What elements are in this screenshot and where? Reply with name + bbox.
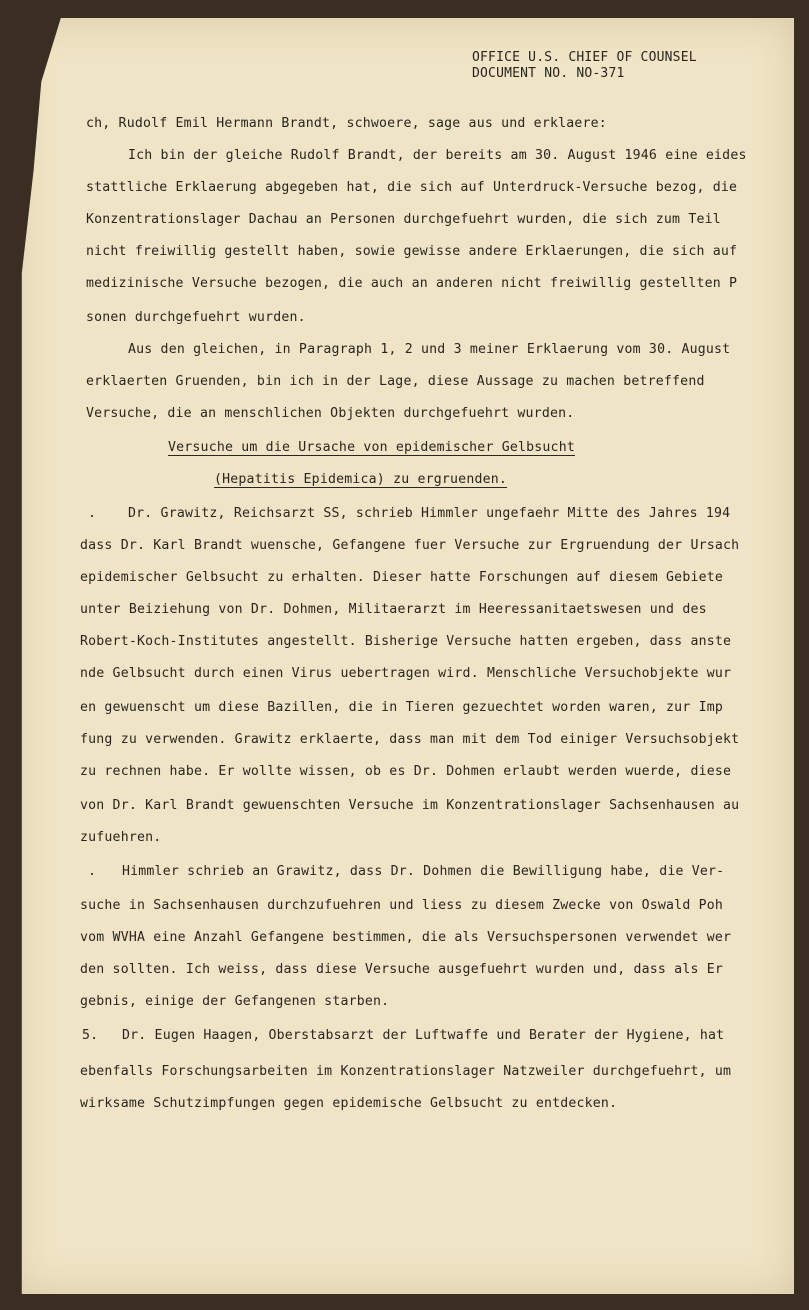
paragraph1-line: stattliche Erklaerung abgegeben hat, die sich auf Unterdruck-Versuche bezog, die bbox=[86, 180, 738, 195]
paragraph3-line: unter Beiziehung von Dr. Dohmen, Militaerarzt im Heeressanitaetswesen und des bbox=[80, 602, 707, 617]
paragraph2-line: Versuche, die an menschlichen Objekten durchgefuehrt wurden. bbox=[86, 406, 575, 421]
paragraph2-line: erklaerten Gruenden, bin ich in der Lage, diese Aussage zu machen betreffend bbox=[86, 374, 705, 389]
paragraph3-line: en gewuenscht um diese Bazillen, die in Tieren gezuechtet worden waren, zur Imp bbox=[80, 700, 724, 715]
paragraph5-line: ebenfalls Forschungsarbeiten im Konzentrationslager Natzweiler durchgefuehrt, um bbox=[80, 1064, 732, 1079]
paragraph5-line: Dr. Eugen Haagen, Oberstabsarzt der Luftwaffe und Berater der Hygiene, hat bbox=[122, 1028, 725, 1043]
paragraph4-line: den sollten. Ich weiss, dass diese Versuche ausgefuehrt wurden und, dass als Er bbox=[80, 962, 724, 977]
paragraph3-line: zufuehren. bbox=[80, 830, 162, 845]
paragraph1-line: Ich bin der gleiche Rudolf Brandt, der bereits am 30. August 1946 eine eides bbox=[128, 148, 747, 163]
paragraph3-line: dass Dr. Karl Brandt wuensche, Gefangene fuer Versuche zur Ergruendung der Ursach bbox=[80, 538, 740, 553]
document-number: DOCUMENT NO. NO-371 bbox=[472, 66, 625, 81]
paragraph4-line: vom WVHA eine Anzahl Gefangene bestimmen, die als Versuchspersonen verwendet wer bbox=[80, 930, 732, 945]
paragraph3-line: epidemischer Gelbsucht zu erhalten. Dieser hatte Forschungen auf diesem Gebiete bbox=[80, 570, 724, 585]
paragraph3-line: fung zu verwenden. Grawitz erklaerte, dass man mit dem Tod einiger Versuchsobjekt bbox=[80, 732, 740, 747]
paragraph3-line: Dr. Grawitz, Reichsarzt SS, schrieb Himmler ungefaehr Mitte des Jahres 194 bbox=[128, 506, 731, 521]
paragraph3-line: nde Gelbsucht durch einen Virus uebertragen wird. Menschliche Versuchobjekte wur bbox=[80, 666, 732, 681]
list-marker: . bbox=[88, 864, 97, 879]
paragraph5-line: wirksame Schutzimpfungen gegen epidemische Gelbsucht zu entdecken. bbox=[80, 1096, 618, 1111]
paragraph3-line: von Dr. Karl Brandt gewuenschten Versuche im Konzentrationslager Sachsenhausen au bbox=[80, 798, 740, 813]
document-header bbox=[472, 50, 697, 82]
paragraph3-line: zu rechnen habe. Er wollte wissen, ob es Dr. Dohmen erlaubt werden wuerde, diese bbox=[80, 764, 732, 779]
paragraph1-line: nicht freiwillig gestellt haben, sowie gewisse andere Erklaerungen, die sich auf bbox=[86, 244, 738, 259]
paragraph1-line: medizinische Versuche bezogen, die auch an anderen nicht freiwillig gestellten P bbox=[86, 276, 738, 291]
paragraph4-line: gebnis, einige der Gefangenen starben. bbox=[80, 994, 390, 1009]
paragraph1-line: sonen durchgefuehrt wurden. bbox=[86, 310, 306, 325]
section-heading: Versuche um die Ursache von epidemischer Gelbsucht bbox=[168, 440, 575, 455]
section-heading: (Hepatitis Epidemica) zu ergruenden. bbox=[214, 472, 508, 487]
paragraph2-line: Aus den gleichen, in Paragraph 1, 2 und 3 meiner Erklaerung vom 30. August bbox=[128, 342, 731, 357]
paragraph1-line: Konzentrationslager Dachau an Personen durchgefuehrt wurden, die sich zum Teil bbox=[86, 212, 721, 227]
intro-line: ch, Rudolf Emil Hermann Brandt, schwoere, sage aus und erklaere: bbox=[86, 116, 607, 131]
office-line: OFFICE U.S. CHIEF OF COUNSEL bbox=[472, 50, 697, 65]
list-marker: 5. bbox=[82, 1028, 99, 1043]
paragraph4-line: Himmler schrieb an Grawitz, dass Dr. Dohmen die Bewilligung habe, die Ver- bbox=[122, 864, 725, 879]
list-marker: . bbox=[88, 506, 97, 521]
paragraph4-line: suche in Sachsenhausen durchzufuehren und liess zu diesem Zwecke von Oswald Poh bbox=[80, 898, 724, 913]
paragraph3-line: Robert-Koch-Institutes angestellt. Bisherige Versuche hatten ergeben, dass anste bbox=[80, 634, 732, 649]
